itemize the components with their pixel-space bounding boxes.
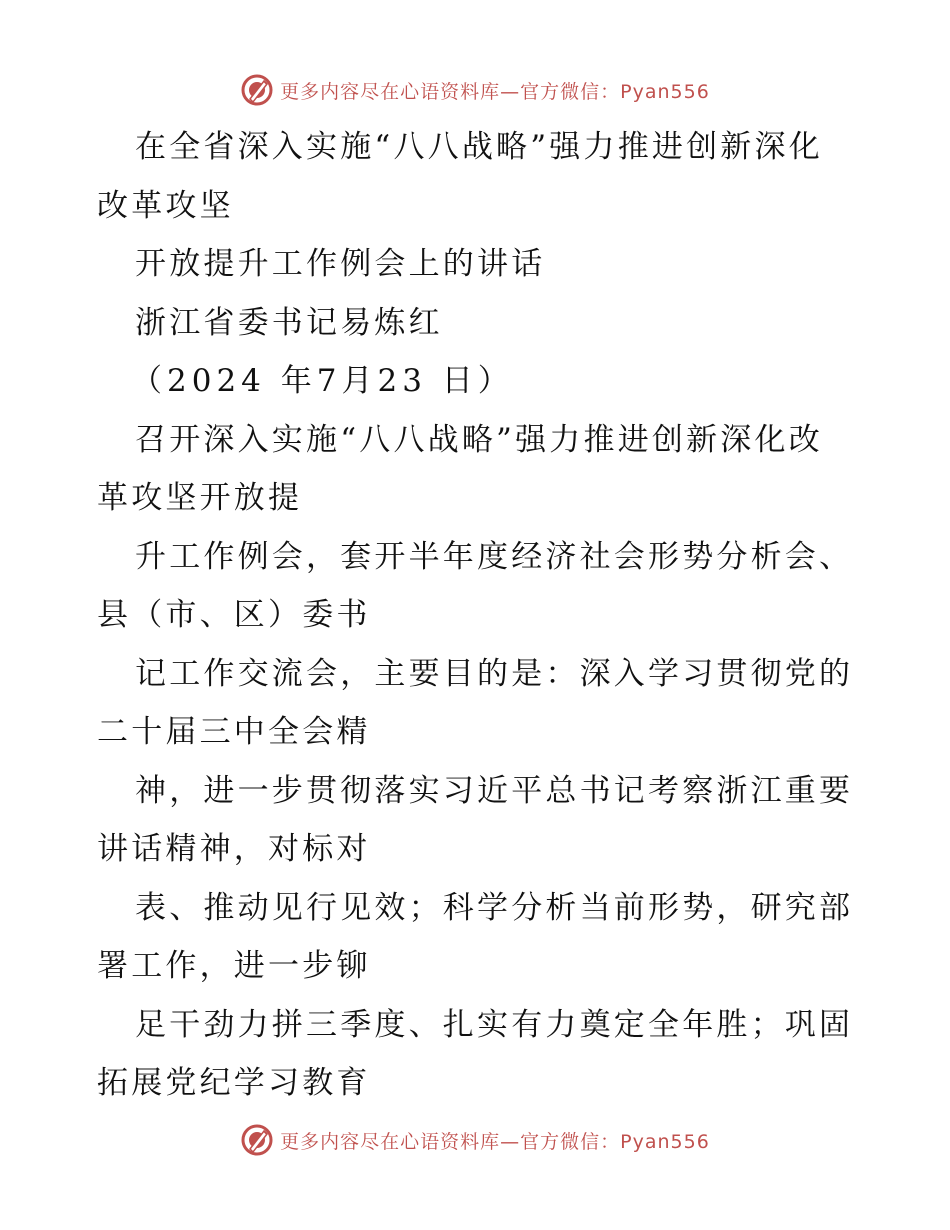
text-line: 升工作例会，套开半年度经济社会形势分析会、 — [135, 538, 854, 575]
text-line: 在全省深入实施“八八战略”强力推进创新深化 — [135, 129, 823, 165]
text-line: 革攻坚开放提 — [97, 480, 303, 516]
pen-seal-logo-icon — [240, 73, 274, 107]
text-line: 足干劲力拼三季度、扎实有力奠定全年胜；巩固 — [135, 1006, 854, 1043]
pen-seal-logo-icon — [240, 1123, 274, 1157]
text-line: 县（市、区）委书 — [97, 597, 371, 633]
text-line: 表、推动见行见效；科学分析当前形势，研究部 — [135, 889, 854, 926]
text-line: 召开深入实施“八八战略”强力推进创新深化改 — [135, 421, 823, 458]
document-body — [97, 118, 857, 1113]
footer-banner — [0, 1120, 950, 1160]
banner-text: 更多内容尽在心语资料库—官方微信：Pyan556 — [280, 1130, 710, 1153]
text-line: 神，进一步贯彻落实习近平总书记考察浙江重要 — [135, 772, 854, 809]
text-line: 二十届三中全会精 — [97, 714, 371, 750]
text-line: 浙江省委书记易炼红 — [135, 304, 443, 341]
text-line: （2024 年7月23 日） — [131, 363, 514, 399]
text-line: 改革攻坚 — [97, 187, 234, 224]
text-line: 讲话精神，对标对 — [97, 831, 371, 867]
text-line: 拓展党纪学习教育 — [97, 1065, 371, 1101]
text-line: 记工作交流会，主要目的是：深入学习贯彻党的 — [135, 655, 854, 692]
banner-text: 更多内容尽在心语资料库—官方微信：Pyan556 — [280, 80, 710, 103]
text-line: 开放提升工作例会上的讲话 — [135, 246, 546, 282]
header-banner — [0, 70, 950, 110]
text-line: 署工作，进一步铆 — [97, 948, 371, 984]
